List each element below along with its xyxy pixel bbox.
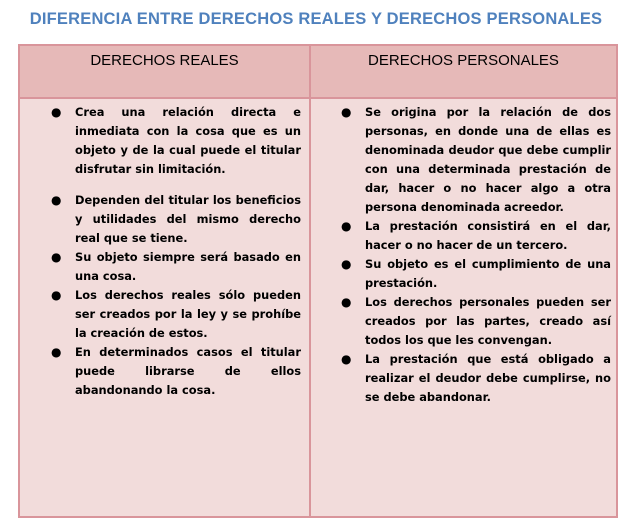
derechos-reales-list <box>51 103 301 400</box>
list-item-text: Dependen del titular los beneficios y utilidades del mismo derecho real que se tiene. <box>75 193 301 245</box>
comparison-table <box>18 44 618 518</box>
bullet-icon: ● <box>51 250 62 264</box>
derechos-personales-column <box>341 101 611 407</box>
list-item-text: Crea una relación directa e inmediata con la cosa que es un objeto y de la cual puede el titular disfrutar sin limitación. <box>75 105 301 176</box>
list-item-text: La prestación consistirá en el dar, hacer o no hacer de un tercero. <box>365 219 611 252</box>
list-item-text: Su objeto es el cumplimiento de una prestación. <box>365 257 611 290</box>
bullet-icon: ● <box>51 193 62 207</box>
bullet-icon: ● <box>51 288 62 302</box>
bullet-icon: ● <box>341 257 352 271</box>
derechos-personales-list <box>341 103 611 407</box>
list-item <box>51 191 301 248</box>
column-divider <box>309 46 311 516</box>
list-item <box>341 217 611 255</box>
list-item <box>51 343 301 400</box>
list-item <box>341 350 611 407</box>
list-item <box>51 103 301 179</box>
list-item <box>341 103 611 217</box>
bullet-icon: ● <box>341 105 352 119</box>
list-item-text: La prestación que está obligado a realizar el deudor debe cumplirse, no se debe abandonar. <box>365 352 611 404</box>
list-item-text: Los derechos personales pueden ser creados por las partes, creado así todos los que les convengan. <box>365 295 611 347</box>
list-item <box>341 255 611 293</box>
bullet-icon: ● <box>341 352 352 366</box>
bullet-icon: ● <box>341 219 352 233</box>
derechos-reales-column <box>51 101 301 400</box>
header-derechos-personales: DERECHOS PERSONALES <box>368 52 559 69</box>
list-item <box>51 286 301 343</box>
list-item-text: Su objeto siempre será basado en una cosa. <box>75 250 301 283</box>
list-item <box>341 293 611 350</box>
table-header-row <box>20 46 616 99</box>
list-item <box>51 248 301 286</box>
list-item-text: Los derechos reales sólo pueden ser creados por la ley y se prohíbe la creación de estos. <box>75 288 301 340</box>
list-item-text: Se origina por la relación de dos personas, en donde una de ellas es denominada deudor que debe cumplir con una determinada prestación de dar, hacer o no hacer algo a otra persona denominada acreedor. <box>365 105 611 214</box>
bullet-icon: ● <box>341 295 352 309</box>
bullet-icon: ● <box>51 345 62 359</box>
page-title: DIFERENCIA ENTRE DERECHOS REALES Y DERECHOS PERSONALES <box>29 10 603 28</box>
header-derechos-reales: DERECHOS REALES <box>90 52 239 69</box>
bullet-icon: ● <box>51 105 62 119</box>
list-item-text: En determinados casos el titular puede librarse de ellos abandonando la cosa. <box>75 345 301 397</box>
